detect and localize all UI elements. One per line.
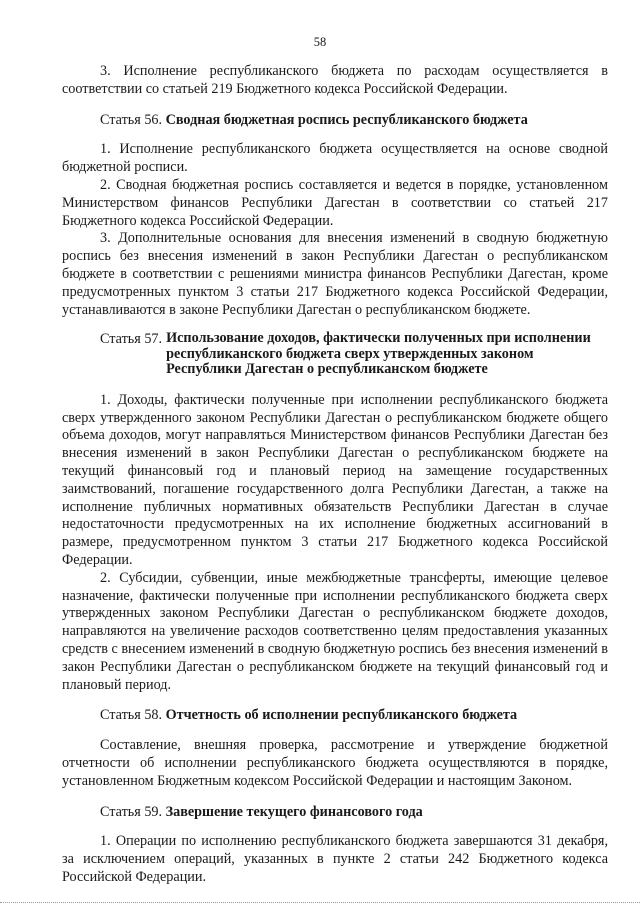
article-57-title: Использование доходов, фактически полученных при исполнении республиканского бюджета сверх утвержденных законом Республики Дагестан о республиканском бюджете <box>166 330 591 378</box>
article-57-paragraph-1: 1. Доходы, фактически полученные при исполнении республиканского бюджета сверх утвержденного законом Республики Дагестан о республиканском бюджете общего объема доходов, могут направляться Министерством финансов Республики Дагестан без внесения изменений в закон Республики Дагестан о республиканском бюджете на текущий финансовый год и плановый период на замещение государственных заимствований, погашение государственного долга Республики Дагестан, а также на исполнение публичных нормативных обязательств Республики Дагестан в случае недостаточности предусмотренных на их исполнение бюджетных ассигнований в размере, предусмотренном пунктом 3 статьи 217 Бюджетного кодекса Российской Федерации. <box>62 391 608 569</box>
article-56-paragraph-1: 1. Исполнение республиканского бюджета осуществляется на основе сводной бюджетной росписи. <box>62 141 608 176</box>
article-58-title: Отчетность об исполнении республиканского бюджета <box>165 707 518 724</box>
intro-paragraph: 3. Исполнение республиканского бюджета по расходам осуществляется в соответствии со статьей 219 Бюджетного кодекса Российской Федерации. <box>62 63 608 97</box>
article-57-heading <box>62 331 608 378</box>
article-58-heading <box>62 707 608 725</box>
article-56-paragraph-2: 2. Сводная бюджетная роспись составляется и ведется в порядке, установленном Министерством финансов Республики Дагестан в соответствии со статьей 217 Бюджетного кодекса Российской Федерации. <box>62 176 608 229</box>
article-59-paragraph-1: 1. Операции по исполнению республиканского бюджета завершаются 31 декабря, за исключением операций, указанных в пункте 2 статьи 242 Бюджетного кодекса Российской Федерации. <box>62 833 608 885</box>
article-56-paragraph-3: 3. Дополнительные основания для внесения изменений в сводную бюджетную роспись без внесения изменений в закон Республики Дагестан о республиканском бюджете в соответствии с решениями министра финансов Республики Дагестан, кроме предусмотренных пунктом 3 статьи 217 Бюджетного кодекса Российской Федерации, устанавливаются в законе Республики Дагестан о республиканском бюджете. <box>62 230 608 318</box>
article-56-title: Сводная бюджетная роспись республиканского бюджета <box>165 111 528 128</box>
page-content <box>62 63 608 887</box>
scan-edge-line <box>0 900 640 903</box>
article-57-lead: Статья 57. <box>100 331 163 348</box>
article-58-paragraph-1: Составление, внешняя проверка, рассмотрение и утверждение бюджетной отчетности об исполнении республиканского бюджета осуществляются в порядке, установленном Бюджетным кодексом Российской Федерации и настоящим Законом. <box>62 737 608 789</box>
article-59-heading <box>62 804 608 822</box>
article-59-title: Завершение текущего финансового года <box>165 803 423 820</box>
article-57-paragraph-2: 2. Субсидии, субвенции, иные межбюджетные трансферты, имеющие целевое назначение, фактически полученные при исполнении республиканского бюджета сверх утвержденных законом Республики Дагестан о республиканском бюджете доходов, направляются на увеличение расходов соответственно целям предоставления указанных средств с внесением изменений в сводную бюджетную роспись без внесения изменений в закон Республики Дагестан о республиканском бюджете на текущий финансовый год и плановый период. <box>62 569 608 693</box>
page-number: 58 <box>313 35 327 49</box>
article-59-lead: Статья 59. <box>100 803 163 820</box>
article-58-lead: Статья 58. <box>100 707 163 724</box>
article-56-lead: Статья 56. <box>100 111 163 128</box>
article-56-heading <box>62 112 608 130</box>
